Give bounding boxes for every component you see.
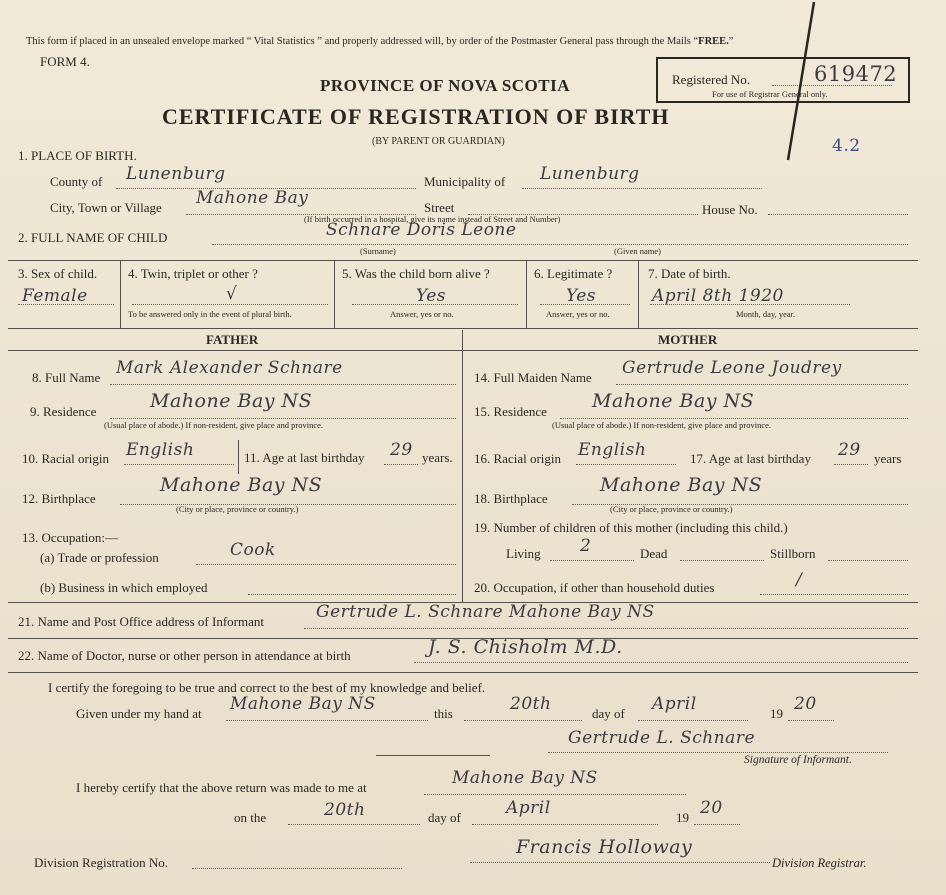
father-age-divider xyxy=(238,440,239,474)
registrar-on-label: on the xyxy=(234,810,267,825)
father-heading: FATHER xyxy=(206,332,259,347)
mother-dead-label: Dead xyxy=(640,546,668,561)
father-age-label: 11. Age at last birthday xyxy=(244,450,365,465)
mother-residence-value: Mahone Bay NS xyxy=(592,390,755,412)
father-residence-label: 9. Residence xyxy=(30,404,97,419)
child-name-line xyxy=(212,244,908,245)
given-year-prefix: 19 xyxy=(770,706,783,721)
alive-value: Yes xyxy=(416,286,447,306)
row3-bottom-rule xyxy=(8,328,918,329)
row3-divider-4 xyxy=(638,260,639,328)
mother-racial-value: English xyxy=(578,440,647,460)
mother-living-line xyxy=(550,560,634,561)
short-separator xyxy=(376,755,490,756)
mother-name-value: Gertrude Leone Joudrey xyxy=(622,358,842,378)
twin-line xyxy=(132,304,328,305)
informant-value: Gertrude L. Schnare Mahone Bay NS xyxy=(316,602,655,622)
date-note: Month, day, year. xyxy=(736,309,796,319)
father-racial-value: English xyxy=(126,440,195,460)
registrar-place-line xyxy=(424,794,686,795)
given-name-note: (Given name) xyxy=(614,246,661,256)
sex-value: Female xyxy=(22,286,88,306)
registrar-year-line xyxy=(694,824,740,825)
mother-residence-line xyxy=(560,418,908,419)
father-trade-label: (a) Trade or profession xyxy=(40,550,159,565)
mother-occupation-line xyxy=(760,594,908,595)
legitimate-note: Answer, yes or no. xyxy=(546,309,610,319)
doctor-rule xyxy=(8,672,918,673)
registered-number: 619472 xyxy=(814,62,898,86)
alive-label: 5. Was the child born alive ? xyxy=(342,266,490,281)
form-number: FORM 4. xyxy=(40,54,90,69)
registrar-month-line xyxy=(472,824,658,825)
mother-birthplace-label: 18. Birthplace xyxy=(474,491,548,506)
postal-notice: This form if placed in an unsealed envelope marked “ Vital Statistics ” and properly addressed will, by order of the Postmaster General pass through the Mails “FREE.” xyxy=(26,36,734,47)
given-month-line xyxy=(638,720,748,721)
father-birthplace-value: Mahone Bay NS xyxy=(160,474,323,496)
row3-top-rule xyxy=(8,260,918,261)
municipality-label: Municipality of xyxy=(424,174,506,189)
mother-living-label: Living xyxy=(506,546,541,561)
municipality-value: Lunenburg xyxy=(540,164,640,184)
mother-age-label: 17. Age at last birthday xyxy=(690,451,811,466)
mother-stillborn-label: Stillborn xyxy=(770,546,816,561)
mother-years: years xyxy=(874,451,902,466)
mother-racial-label: 16. Racial origin xyxy=(474,451,562,466)
division-number-label: Division Registration No. xyxy=(34,855,168,870)
registrar-note: For use of Registrar General only. xyxy=(712,89,828,99)
surname-note: (Surname) xyxy=(360,246,396,256)
registrar-statement: I hereby certify that the above return was made to me at xyxy=(76,780,367,795)
legitimate-value: Yes xyxy=(566,286,597,306)
father-business-line xyxy=(248,594,456,595)
sex-label: 3. Sex of child. xyxy=(18,266,98,281)
father-residence-note: (Usual place of abode.) If non-resident, give place and province. xyxy=(104,420,324,430)
given-under-label: Given under my hand at xyxy=(76,706,202,721)
mother-stillborn-line xyxy=(828,560,908,561)
registrar-day-of-label: day of xyxy=(428,810,461,825)
father-racial-label: 10. Racial origin xyxy=(22,451,110,466)
doctor-line xyxy=(414,662,908,663)
row3-divider-3 xyxy=(526,260,527,328)
child-name-value: Schnare Doris Leone xyxy=(326,220,517,240)
informant-signature: Gertrude L. Schnare xyxy=(568,728,756,748)
registrar-day-value: 20th xyxy=(324,800,366,820)
city-value: Mahone Bay xyxy=(196,188,309,208)
legitimate-line xyxy=(540,304,630,305)
date-value: April 8th 1920 xyxy=(652,286,784,306)
mother-age-value: 29 xyxy=(838,440,861,460)
house-line xyxy=(768,214,908,215)
registrar-year-value: 20 xyxy=(700,798,723,818)
mother-dead-line xyxy=(680,560,764,561)
father-residence-value: Mahone Bay NS xyxy=(150,390,313,412)
parents-divider xyxy=(462,330,463,602)
mother-occupation-value: / xyxy=(796,570,803,590)
given-day-of-label: day of xyxy=(592,706,625,721)
mother-children-label: 19. Number of children of this mother (including this child.) xyxy=(474,520,788,535)
mother-birthplace-value: Mahone Bay NS xyxy=(600,474,763,496)
division-number-line xyxy=(192,868,402,869)
mother-name-label: 14. Full Maiden Name xyxy=(474,370,592,385)
margin-note: 4.2 xyxy=(832,136,861,156)
given-place-value: Mahone Bay NS xyxy=(230,694,376,714)
doctor-label: 22. Name of Doctor, nurse or other person in attendance at birth xyxy=(18,648,351,663)
registered-label: Registered No. xyxy=(672,72,750,87)
pen-stroke-mark xyxy=(770,0,820,170)
father-birthplace-note: (City or place, province or country.) xyxy=(176,504,299,514)
mother-age-line xyxy=(834,464,868,465)
sex-line xyxy=(18,304,114,305)
certify-statement: I certify the foregoing to be true and correct to the best of my knowledge and belief. xyxy=(48,680,486,695)
registrar-signature: Francis Holloway xyxy=(516,836,693,858)
father-birthplace-label: 12. Birthplace xyxy=(22,491,96,506)
registrar-month-value: April xyxy=(506,798,551,818)
informant-signature-line xyxy=(548,752,888,753)
informant-line xyxy=(304,628,908,629)
given-year-value: 20 xyxy=(794,694,817,714)
father-trade-line xyxy=(196,564,456,565)
registrar-place-value: Mahone Bay NS xyxy=(452,768,598,788)
county-value: Lunenburg xyxy=(126,164,226,184)
given-day-line xyxy=(464,720,582,721)
father-residence-line xyxy=(110,418,456,419)
hospital-note: (If birth occurred in a hospital, give its name instead of Street and Number) xyxy=(304,214,561,224)
row3-divider-2 xyxy=(334,260,335,328)
doctor-value: J. S. Chisholm M.D. xyxy=(428,636,623,658)
given-year-line xyxy=(788,720,834,721)
twin-label: 4. Twin, triplet or other ? xyxy=(128,266,258,281)
alive-note: Answer, yes or no. xyxy=(390,309,454,319)
this-label: this xyxy=(434,706,453,721)
street-label: Street xyxy=(424,200,455,215)
certificate-title: CERTIFICATE OF REGISTRATION OF BIRTH xyxy=(162,104,670,129)
province-heading: PROVINCE OF NOVA SCOTIA xyxy=(320,76,571,95)
mother-racial-line xyxy=(576,464,676,465)
mother-residence-label: 15. Residence xyxy=(474,404,547,419)
informant-label: 21. Name and Post Office address of Informant xyxy=(18,614,264,629)
father-trade-value: Cook xyxy=(230,540,276,560)
division-registrar-label: Division Registrar. xyxy=(772,856,867,870)
child-name-label: 2. FULL NAME OF CHILD xyxy=(18,230,168,245)
given-place-line xyxy=(226,720,428,721)
registrar-year-prefix: 19 xyxy=(676,810,689,825)
father-age-value: 29 xyxy=(390,440,413,460)
date-label: 7. Date of birth. xyxy=(648,266,731,281)
date-line xyxy=(650,304,850,305)
mother-residence-note: (Usual place of abode.) If non-resident, give place and province. xyxy=(552,420,772,430)
mother-heading: MOTHER xyxy=(658,332,718,347)
given-day-value: 20th xyxy=(510,694,552,714)
father-racial-line xyxy=(124,464,234,465)
registrar-day-line xyxy=(288,824,420,825)
alive-line xyxy=(352,304,518,305)
place-of-birth-label: 1. PLACE OF BIRTH. xyxy=(18,148,137,163)
father-age-line xyxy=(384,464,418,465)
municipality-line xyxy=(522,188,762,189)
twin-value: √ xyxy=(226,284,238,304)
twin-note: To be answered only in the event of plural birth. xyxy=(128,309,292,319)
registrar-signature-line xyxy=(470,862,770,863)
father-occupation-label: 13. Occupation:— xyxy=(22,530,119,545)
father-years: years. xyxy=(422,450,453,465)
parents-heading-rule xyxy=(8,350,918,351)
county-label: County of xyxy=(50,174,103,189)
row3-divider-1 xyxy=(120,260,121,328)
mother-living-value: 2 xyxy=(580,536,592,556)
certificate-subtitle: (BY PARENT OR GUARDIAN) xyxy=(372,136,505,147)
father-business-label: (b) Business in which employed xyxy=(40,580,208,595)
informant-signature-label: Signature of Informant. xyxy=(744,754,852,766)
mother-birthplace-note: (City or place, province or country.) xyxy=(610,504,733,514)
given-month-value: April xyxy=(652,694,697,714)
father-name-label: 8. Full Name xyxy=(32,370,101,385)
mother-occupation-label: 20. Occupation, if other than household duties xyxy=(474,580,715,595)
house-label: House No. xyxy=(702,202,758,217)
father-name-line xyxy=(110,384,456,385)
legitimate-label: 6. Legitimate ? xyxy=(534,266,613,281)
city-label: City, Town or Village xyxy=(50,200,162,215)
mother-name-line xyxy=(616,384,908,385)
father-name-value: Mark Alexander Schnare xyxy=(116,358,343,378)
